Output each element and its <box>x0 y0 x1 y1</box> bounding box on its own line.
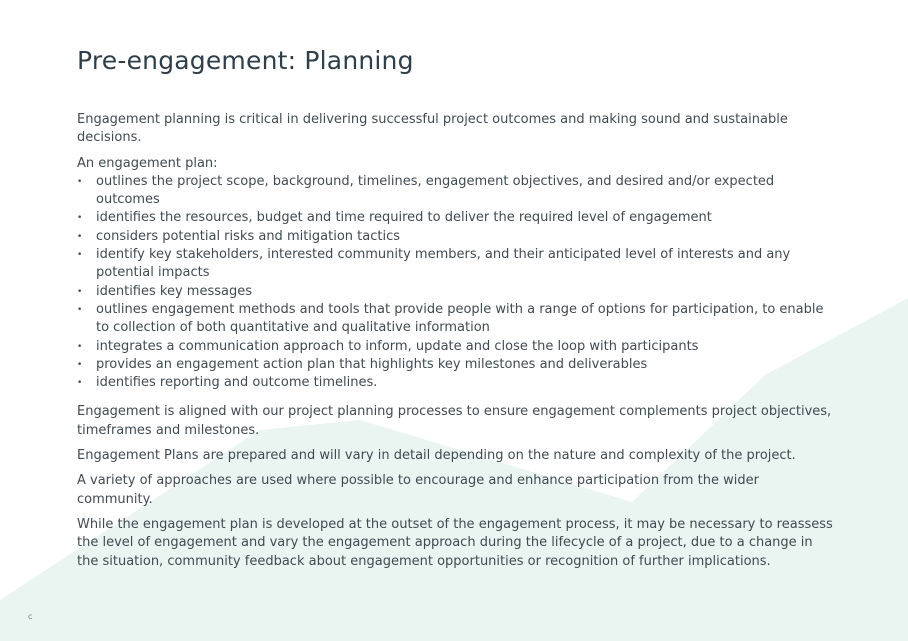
list-item: • outlines engagement methods and tools that provide people with a range of options for participation, to enable to collection of both quantitative and qualitative information <box>77 301 837 338</box>
list-item: • provides an engagement action plan that highlights key milestones and deliverables <box>77 356 837 374</box>
alignment-paragraph: Engagement is aligned with our project planning processes to ensure engagement complements project objectives, timeframes and milestones. <box>77 404 832 438</box>
engagement-plan-label: An engagement plan: <box>77 155 218 171</box>
footer-mark: c <box>28 612 33 621</box>
list-item: • identifies reporting and outcome timelines. <box>77 374 837 392</box>
list-item: • integrates a communication approach to inform, update and close the loop with participants <box>77 338 837 356</box>
intro-paragraph: Engagement planning is critical in delivering successful project outcomes and making sound and sustainable decisions. <box>77 112 788 146</box>
reassess-paragraph: While the engagement plan is developed at the outset of the engagement process, it may be necessary to reassess the level of engagement and vary the engagement approach during the lifecycle of a project, due to a change in the situation, community feedback about engagement opportunities or recognition of further implications. <box>77 516 833 569</box>
approaches-paragraph: A variety of approaches are used where possible to encourage and enhance participation from the wider community. <box>77 473 759 507</box>
engagement-plan-list <box>77 173 837 393</box>
plans-vary-paragraph: Engagement Plans are prepared and will vary in detail depending on the nature and complexity of the project. <box>77 448 796 464</box>
list-item: • outlines the project scope, background, timelines, engagement objectives, and desired and/or expected outcomes <box>77 173 837 210</box>
list-item: • considers potential risks and mitigation tactics <box>77 228 837 246</box>
page-title: Pre-engagement: Planning <box>77 46 414 75</box>
list-item: • identifies the resources, budget and time required to deliver the required level of engagement <box>77 209 837 227</box>
page-content <box>77 45 837 578</box>
list-item: • identifies key messages <box>77 283 837 301</box>
list-item: • identify key stakeholders, interested community members, and their anticipated level of interests and any potential impacts <box>77 246 837 283</box>
